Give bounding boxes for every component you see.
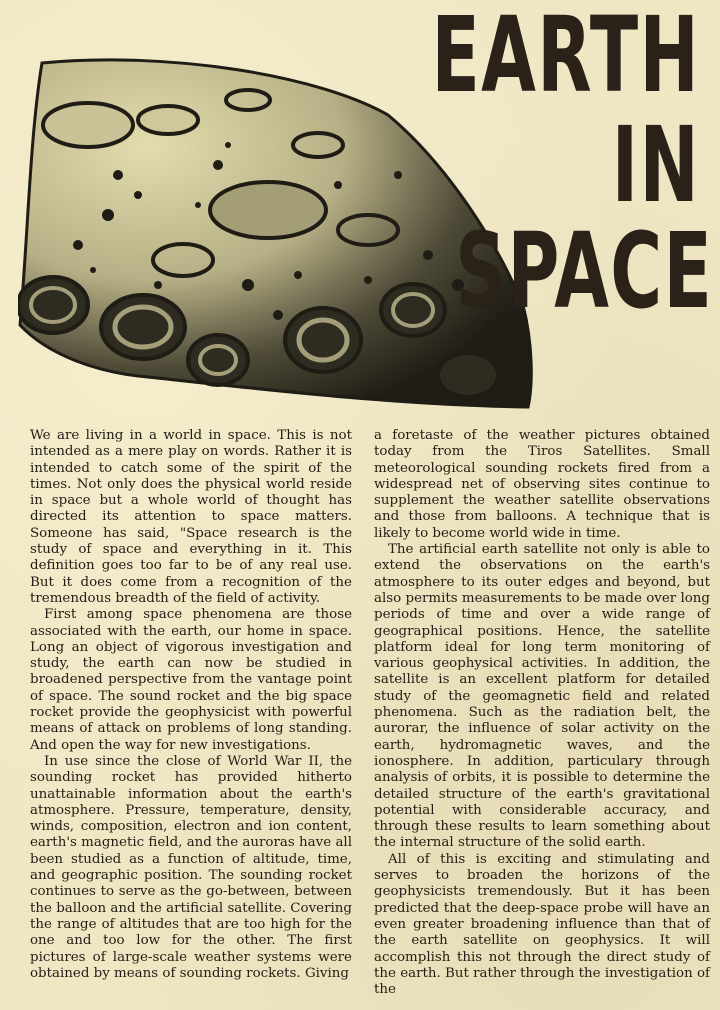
right-column	[374, 428, 710, 1002]
paragraph: a foretaste of the weather pictures obtained today from the Tiros Satellites. Small meteorological sounding rockets fired from a widespread net of observing sites continue to supplement the weather satellite observations and those from balloons. A technique that is likely to become world wide in time.	[374, 428, 710, 541]
paragraph: All of this is exciting and stimulating and serves to broaden the horizons of the geophysicists tremendously. But it has been predicted that the deep-space probe will have an even greater broadening influence than that of the earth satellite on geophysics. It will accomplish this not through the direct study of the earth. But rather through the investigation of the	[374, 851, 710, 998]
article-title	[431, 0, 714, 332]
left-column	[30, 428, 352, 1002]
title-line-2: SPACE	[455, 210, 714, 332]
paragraph: First among space phenomena are those associated with the earth, our home in space. Long an object of vigorous investigation and study, the earth can now be studied in broadened perspective from the vantage point of space. The sound rocket and the big space rocket provide the geophysicist with powerful means of attack on problems of long standing. And open the way for new investigations.	[30, 607, 352, 753]
title-line-1: EARTH IN	[431, 0, 700, 226]
article-body	[30, 428, 710, 1002]
paragraph: We are living in a world in space. This is not intended as a mere play on words. Rather it is intended to catch some of the spirit of the times. Not only does the physical world reside in space but a whole world of thought has directed its attention to space matters. Someone has said, "Space research is the study of space and everything in it. This definition goes too far to be of any real use. But it does come from a recognition of the tremendous breadth of the field of activity.	[30, 428, 352, 606]
paragraph: The artificial earth satellite not only is able to extend the observations on the earth's atmosphere to its outer edges and beyond, but also permits measurements to be made over long periods of time and over a wide range of geographical positions. Hence, the satellite platform ideal for long term monitoring of various geophysical activities. In addition, the satellite is an excellent platform for detailed study of the geomagnetic field and related phenomena. Such as the radiation belt, the aurorar, the influence of solar activity on the earth, hydromagnetic waves, and the ionosphere. In addition, particulary through analysis of orbits, it is possible to determine the detailed structure of the earth's gravitational potential with considerable accuracy, and through these results to learn something about the internal structure of the solid earth.	[374, 542, 710, 851]
paragraph: In use since the close of World War II, the sounding rocket has provided hitherto unattainable information about the earth's atmosphere. Pressure, temperature, density, winds, composition, electron and ion content, earth's magnetic field, and the auroras have all been studied as a function of altitude, time, and geographic position. The sounding rocket continues to serve as the go-between, between the balloon and the artificial satellite. Covering the range of altitudes that are too high for the one and too low for the other. The first pictures of large-scale weather systems were obtained by means of sounding rockets. Giving	[30, 753, 352, 981]
